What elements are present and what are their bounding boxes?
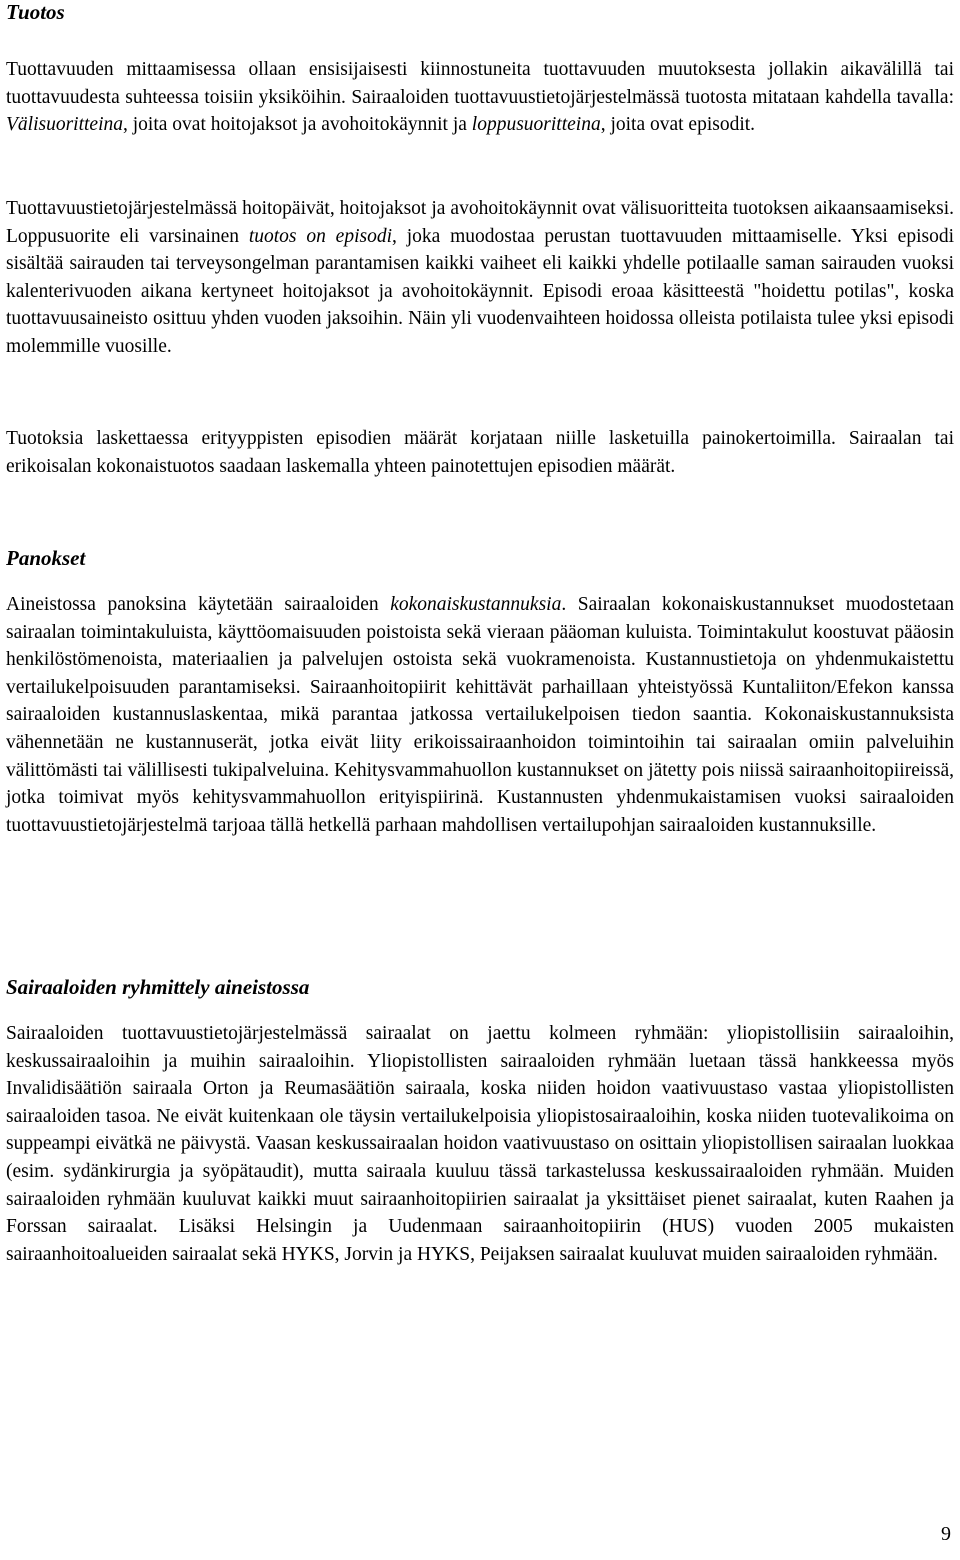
section-heading-ryhmittely: Sairaaloiden ryhmittely aineistossa — [6, 975, 310, 999]
section-heading-panokset: Panokset — [6, 546, 86, 570]
text-span: Tuottavuuden mittaamisessa ollaan ensisijaisesti kiinnostuneita tuottavuuden muutoksesta jollakin aikavälillä tai tuottavuudesta suhteessa toisiin yksiköihin. Sairaaloiden tuottavuustietojärjestelmässä tuotosta mitataan kahdella tavalla: — [6, 59, 954, 108]
text-span: Tuottavuustietojärjestelmässä hoitopäivät, hoitojaksot ja avohoitokäynnit ovat välisuoritteita tuotoksen aikaansaamiseksi. Loppusuorite eli varsinainen — [6, 198, 954, 247]
paragraph-tuotos-intro — [6, 56, 954, 139]
page-number: 9 — [941, 1523, 951, 1545]
text-span: . Sairaalan kokonaiskustannukset muodostetaan sairaalan toimintakuluista, käyttöomaisuuden poistoista sekä vieraan pääoman kuluista. Toimintakulut koostuvat pääosin henkilöstömenoista, materiaalien ja palvelujen ostoista sekä vuokramenoista. Kustannustietoja on yhdenmukaistettu vertailukelpoisuuden parantamiseksi. Sairaanhoitopiirit kehittävät parhaillaan yhteistyössä Kuntaliiton/Efekon kanssa sairaaloiden kustannuslaskentaa, mikä parantaa jatkossa vertailukelpoisen tiedon saantia. Kokonaiskustannuksista vähennetään ne kustannuserät, jotka eivät liity erikoissairaanhoidon toimintoihin tai sairaalan omiin palveluihin välittömästi tai välillisesti tukipalveluina. Kehitysvammahuollon kustannukset on jätetty pois niissä sairaanhoitopiireissä, jotka toimivat myös kehitysvammahuollon erityispiirinä. Kustannusten yhdenmukaistamisen vuoksi sairaaloiden tuottavuustietojärjestelmä tarjoaa tällä hetkellä parhaan mahdollisen vertailupohjan sairaaloiden kustannuksille. — [6, 594, 955, 836]
text-span: , joita ovat episodit. — [600, 114, 756, 136]
text-span: Aineistossa panoksina käytetään sairaaloiden — [6, 594, 391, 615]
emphasis-tuotos-on-episodi: tuotos on episodi — [248, 225, 393, 247]
paragraph-painokertoimet: Tuotoksia laskettaessa erityyppisten episodien määrät korjataan niille lasketuilla painokertoimilla. Sairaalan tai erikoisalan kokonaistuotos saadaan laskemalla yhteen painotettujen episodien määrät. — [6, 428, 954, 477]
section-heading-tuotos: Tuotos — [6, 0, 65, 24]
paragraph-panokset — [6, 591, 954, 839]
text-span: , joka muodostaa perustan tuottavuuden mittaamiselle. Yksi episodi sisältää sairauden tai terveysongelman parantamisen kaikki vaiheet eli kaikki yhdelle potilaalle saman sairauden vuoksi kalenterivuoden aikana kertyneet hoitojaksot ja avohoitokäynnit. Episodi eroaa käsitteestä "hoidettu potilas", koska tuottavuusaineisto osittuu yhden vuoden jaksoihin. Näin yli vuodenvaihteen hoidossa olleista potilaista tulee yksi episodi molemmille vuosille. — [6, 225, 954, 357]
paragraph-episodi — [6, 195, 954, 361]
paragraph-ryhmittely: Sairaaloiden tuottavuustietojärjestelmässä sairaalat on jaettu kolmeen ryhmään: yliopistollisiin sairaaloihin, keskussairaaloihin ja muihin sairaaloihin. Yliopistollisten sairaaloiden ryhmään luetaan tässä hankkeessa myös Invalidisäätiön sairaala Orton ja Reumasäätiön sairaala, koska niiden hoidon vaativuustaso vastaa yliopistollisten sairaaloiden tasoa. Ne eivät kuitenkaan ole täysin vertailukelpoisia yliopistosairaaloihin, koska niiden tuotevalikoima on suppeampi eivätkä ne päivystä. Vaasan keskussairaalan hoidon vaativuustaso on osittain yliopistollisen sairaalan luokkaa (esim. sydänkirurgia ja syöpätaudit), mutta sairaala kuuluu tässä tarkastelussa keskussairaaloiden ryhmään. Muiden sairaaloiden ryhmään kuuluvat kaikki muut sairaanhoitopiirien sairaalat ja yksittäiset pienet sairaalat, kuten Raahen ja Forssan sairaalat. Lisäksi Helsingin ja Uudenmaan sairaanhoitopiirin (HUS) vuoden 2005 mukaisten sairaanhoitoalueiden sairaalat sekä HYKS, Jorvin ja HYKS, Peijaksen sairaalat kuuluvat muiden sairaaloiden ryhmään. — [6, 1023, 954, 1265]
emphasis-kokonaiskustannuksia: kokonaiskustannuksia — [390, 594, 562, 615]
text-span: , joita ovat hoitojaksot ja avohoitokäynnit ja — [123, 114, 472, 136]
emphasis-loppusuoritteina: loppusuoritteina — [471, 114, 601, 136]
emphasis-valisuoritteina: Välisuoritteina — [6, 114, 123, 136]
